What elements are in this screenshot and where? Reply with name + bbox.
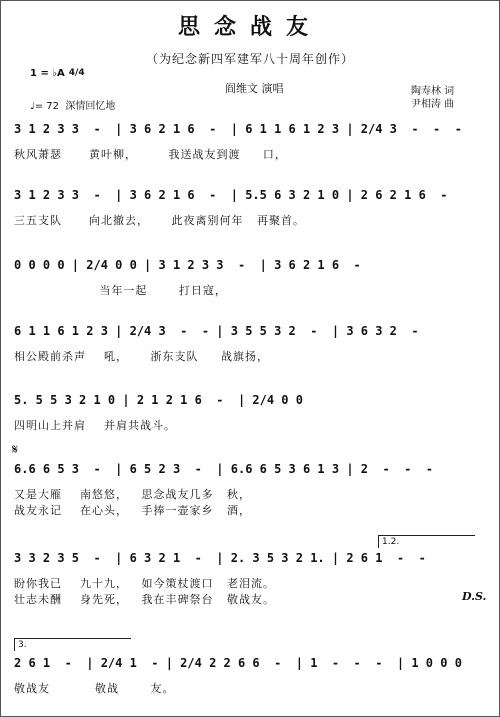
lyric-line-verse-2: 壮志未酬 身先死， 我在丰碑祭台 敬战友。 [14,593,275,606]
notation-line: 3 1 2 3 3 - | 3 6 2 1 6 - | 6 1 1 6 1 2 3 | 2/4 3 - - - [14,122,462,136]
music-system-3 [14,258,488,303]
lyric-line: 当年一起 打日寇， [14,284,227,297]
tempo-marking [30,97,115,112]
lyric-line: 相公殿前杀声 吼， 浙东支队 战旗扬， [14,350,269,363]
time-signature: 4/4 [68,67,85,78]
music-system-8 [14,656,488,701]
volta-bracket-3: 3. [14,638,131,651]
notation-line: 0 0 0 0 | 2/4 0 0 | 3 1 2 3 3 - | 3 6 2 1 6 - [14,258,361,272]
music-system-2 [14,188,488,233]
lyricist-credit: 陶寿林 词 [411,86,455,97]
lyric-line: 三五支队 向北撤去， 此夜离别何年 再聚首。 [14,214,305,227]
music-system-1 [14,122,488,167]
key-label: 1 = ♭A [30,68,65,79]
expression-label: 深情回忆地 [65,101,116,112]
lyric-line: 秋风萧瑟 黄叶柳， 我送战友到渡 口， [14,148,287,161]
key-signature [30,68,85,79]
singer-credit: 阎维文 演唱 [225,82,284,95]
music-system-6 [14,462,488,522]
segno-icon: 𝄋 [12,442,19,458]
composer-credit: 尹相涛 曲 [411,99,455,110]
notation-line: 6.6 6 5 3 - | 6 5 2 3 - | 6.6 6 5 3 6 1 3 | 2 - - - [14,462,434,476]
music-system-7 [14,551,488,611]
tempo-label: ♩= 72 [30,101,59,112]
song-subtitle: （为纪念新四军建军八十周年创作） [145,52,354,66]
song-title: 思念战友 [177,14,322,40]
music-system-4 [14,324,488,369]
lyric-line: 敬战友 敬战 友。 [14,682,175,695]
lyric-line-verse-1: 又是大雁 南悠悠， 思念战友几多 秋， [14,488,251,501]
music-system-5 [14,393,488,438]
dal-segno-marking: D.S. [462,590,487,603]
lyric-line-verse-2: 战友永记 在心头， 手捧一壶家乡 酒， [14,504,251,517]
lyric-line: 四明山上并肩 并肩共战斗。 [14,419,176,432]
volta-bracket-1-2: 1.2. [378,535,475,548]
notation-line: 2 6 1 - | 2/4 1 - | 2/4 2 2 6 6 - | 1 - - - | 1 0 0 0 [14,656,462,670]
notation-line: 3 3 2 3 5 - | 6 3 2 1 - | 2. 3 5 3 2 1. | 2 6 1 - - [14,551,426,565]
lyric-line-verse-1: 盼你我已 九十九， 如今策杖渡口 老泪流。 [14,577,275,590]
notation-line: 6 1 1 6 1 2 3 | 2/4 3 - - | 3 5 5 3 2 - | 3 6 3 2 - [14,324,419,338]
notation-line: 5. 5 5 3 2 1 0 | 2 1 2 1 6 - | 2/4 0 0 [14,393,303,407]
notation-line: 3 1 2 3 3 - | 3 6 2 1 6 - | 5.5 6 3 2 1 0 | 2 6 2 1 6 - [14,188,448,202]
